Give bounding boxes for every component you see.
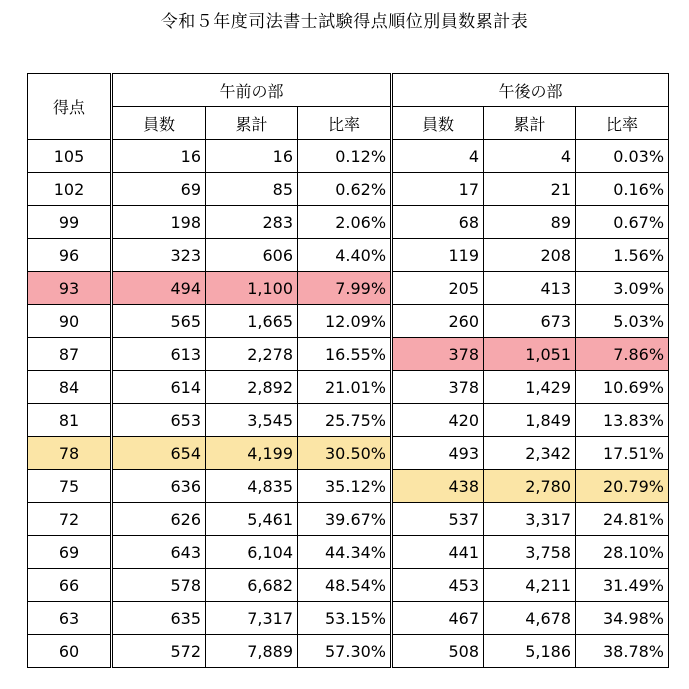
afternoon-cumulative-cell: 1,849	[484, 404, 576, 437]
afternoon-ratio-cell: 24.81%	[576, 503, 669, 536]
page-title: 令和５年度司法書士試験得点順位別員数累計表	[160, 12, 529, 32]
afternoon-cumulative-cell: 5,186	[484, 635, 576, 668]
morning-count-cell: 578	[112, 569, 206, 602]
afternoon-section-header: 午後の部	[392, 74, 669, 107]
morning-ratio-cell: 12.09%	[298, 305, 392, 338]
morning-cumulative-cell: 2,892	[206, 371, 298, 404]
afternoon-count-cell: 378	[392, 371, 484, 404]
morning-count-cell: 613	[112, 338, 206, 371]
afternoon-ratio-cell: 0.03%	[576, 140, 669, 173]
afternoon-count-cell: 537	[392, 503, 484, 536]
afternoon-count-cell: 68	[392, 206, 484, 239]
table-row	[28, 206, 669, 239]
morning-ratio-cell: 30.50%	[298, 437, 392, 470]
afternoon-count-cell: 508	[392, 635, 484, 668]
morning-count-cell: 653	[112, 404, 206, 437]
morning-cumulative-cell: 6,104	[206, 536, 298, 569]
morning-ratio-cell: 44.34%	[298, 536, 392, 569]
morning-count-cell: 572	[112, 635, 206, 668]
morning-count-cell: 636	[112, 470, 206, 503]
table-row	[28, 272, 669, 305]
table-row	[28, 503, 669, 536]
afternoon-ratio-header: 比率	[576, 107, 669, 140]
afternoon-count-header: 員数	[392, 107, 484, 140]
afternoon-count-cell: 420	[392, 404, 484, 437]
morning-ratio-cell: 57.30%	[298, 635, 392, 668]
table-row	[28, 404, 669, 437]
morning-count-cell: 494	[112, 272, 206, 305]
morning-count-cell: 626	[112, 503, 206, 536]
afternoon-cumulative-cell: 2,342	[484, 437, 576, 470]
table-row	[28, 536, 669, 569]
table-row	[28, 470, 669, 503]
score-cell: 66	[28, 569, 112, 602]
afternoon-ratio-cell: 38.78%	[576, 635, 669, 668]
afternoon-count-cell: 17	[392, 173, 484, 206]
table-body	[28, 140, 669, 668]
score-cell: 93	[28, 272, 112, 305]
morning-ratio-cell: 35.12%	[298, 470, 392, 503]
afternoon-cumulative-cell: 1,051	[484, 338, 576, 371]
table-row	[28, 371, 669, 404]
afternoon-cumulative-cell: 2,780	[484, 470, 576, 503]
afternoon-ratio-cell: 1.56%	[576, 239, 669, 272]
afternoon-cumulative-cell: 3,317	[484, 503, 576, 536]
score-cell: 96	[28, 239, 112, 272]
afternoon-cumulative-cell: 3,758	[484, 536, 576, 569]
score-cell: 72	[28, 503, 112, 536]
score-distribution-table	[27, 73, 669, 668]
morning-ratio-header: 比率	[298, 107, 392, 140]
score-cell: 87	[28, 338, 112, 371]
morning-cumulative-cell: 6,682	[206, 569, 298, 602]
score-cell: 81	[28, 404, 112, 437]
afternoon-cumulative-cell: 4,211	[484, 569, 576, 602]
afternoon-ratio-cell: 13.83%	[576, 404, 669, 437]
morning-count-header: 員数	[112, 107, 206, 140]
morning-count-cell: 614	[112, 371, 206, 404]
morning-cumulative-cell: 85	[206, 173, 298, 206]
table-row	[28, 140, 669, 173]
afternoon-count-cell: 119	[392, 239, 484, 272]
morning-ratio-cell: 2.06%	[298, 206, 392, 239]
score-cell: 84	[28, 371, 112, 404]
morning-count-cell: 323	[112, 239, 206, 272]
morning-count-cell: 16	[112, 140, 206, 173]
morning-cumulative-cell: 283	[206, 206, 298, 239]
score-cell: 75	[28, 470, 112, 503]
morning-ratio-cell: 25.75%	[298, 404, 392, 437]
morning-cumulative-cell: 2,278	[206, 338, 298, 371]
afternoon-ratio-cell: 5.03%	[576, 305, 669, 338]
afternoon-count-cell: 438	[392, 470, 484, 503]
afternoon-ratio-cell: 0.67%	[576, 206, 669, 239]
morning-count-cell: 635	[112, 602, 206, 635]
afternoon-ratio-cell: 20.79%	[576, 470, 669, 503]
score-cell: 105	[28, 140, 112, 173]
afternoon-cumulative-cell: 4,678	[484, 602, 576, 635]
morning-count-cell: 643	[112, 536, 206, 569]
afternoon-count-cell: 493	[392, 437, 484, 470]
morning-cumulative-cell: 16	[206, 140, 298, 173]
morning-cumulative-cell: 3,545	[206, 404, 298, 437]
afternoon-ratio-cell: 34.98%	[576, 602, 669, 635]
morning-cumulative-cell: 7,889	[206, 635, 298, 668]
afternoon-count-cell: 205	[392, 272, 484, 305]
morning-cumulative-cell: 5,461	[206, 503, 298, 536]
score-cell: 102	[28, 173, 112, 206]
afternoon-count-cell: 378	[392, 338, 484, 371]
score-cell: 99	[28, 206, 112, 239]
morning-count-cell: 69	[112, 173, 206, 206]
afternoon-count-cell: 467	[392, 602, 484, 635]
score-cell: 60	[28, 635, 112, 668]
afternoon-cumulative-cell: 1,429	[484, 371, 576, 404]
afternoon-ratio-cell: 3.09%	[576, 272, 669, 305]
afternoon-count-cell: 441	[392, 536, 484, 569]
afternoon-cumulative-cell: 21	[484, 173, 576, 206]
morning-ratio-cell: 21.01%	[298, 371, 392, 404]
morning-ratio-cell: 0.12%	[298, 140, 392, 173]
score-header: 得点	[28, 74, 112, 140]
morning-count-cell: 654	[112, 437, 206, 470]
morning-cumulative-cell: 1,665	[206, 305, 298, 338]
morning-count-cell: 198	[112, 206, 206, 239]
afternoon-cumulative-cell: 413	[484, 272, 576, 305]
morning-cumulative-cell: 4,199	[206, 437, 298, 470]
afternoon-ratio-cell: 17.51%	[576, 437, 669, 470]
table-row	[28, 437, 669, 470]
morning-ratio-cell: 53.15%	[298, 602, 392, 635]
afternoon-ratio-cell: 7.86%	[576, 338, 669, 371]
afternoon-ratio-cell: 0.16%	[576, 173, 669, 206]
morning-ratio-cell: 4.40%	[298, 239, 392, 272]
morning-ratio-cell: 39.67%	[298, 503, 392, 536]
morning-count-cell: 565	[112, 305, 206, 338]
afternoon-cumulative-header: 累計	[484, 107, 576, 140]
page-bottom-edge	[0, 669, 689, 689]
morning-cumulative-cell: 7,317	[206, 602, 298, 635]
table-row	[28, 602, 669, 635]
afternoon-count-cell: 260	[392, 305, 484, 338]
afternoon-count-cell: 4	[392, 140, 484, 173]
morning-cumulative-cell: 4,835	[206, 470, 298, 503]
morning-ratio-cell: 7.99%	[298, 272, 392, 305]
score-cell: 69	[28, 536, 112, 569]
score-cell: 78	[28, 437, 112, 470]
score-cell: 90	[28, 305, 112, 338]
morning-cumulative-header: 累計	[206, 107, 298, 140]
table-row	[28, 305, 669, 338]
afternoon-ratio-cell: 10.69%	[576, 371, 669, 404]
afternoon-cumulative-cell: 208	[484, 239, 576, 272]
afternoon-cumulative-cell: 89	[484, 206, 576, 239]
table-row	[28, 569, 669, 602]
table-row	[28, 635, 669, 668]
table-row	[28, 239, 669, 272]
morning-cumulative-cell: 606	[206, 239, 298, 272]
morning-ratio-cell: 0.62%	[298, 173, 392, 206]
score-cell: 63	[28, 602, 112, 635]
table-row	[28, 338, 669, 371]
afternoon-count-cell: 453	[392, 569, 484, 602]
afternoon-ratio-cell: 28.10%	[576, 536, 669, 569]
morning-ratio-cell: 16.55%	[298, 338, 392, 371]
table-header	[28, 74, 669, 140]
afternoon-cumulative-cell: 4	[484, 140, 576, 173]
morning-section-header: 午前の部	[112, 74, 392, 107]
table-row	[28, 173, 669, 206]
afternoon-cumulative-cell: 673	[484, 305, 576, 338]
afternoon-ratio-cell: 31.49%	[576, 569, 669, 602]
morning-cumulative-cell: 1,100	[206, 272, 298, 305]
morning-ratio-cell: 48.54%	[298, 569, 392, 602]
